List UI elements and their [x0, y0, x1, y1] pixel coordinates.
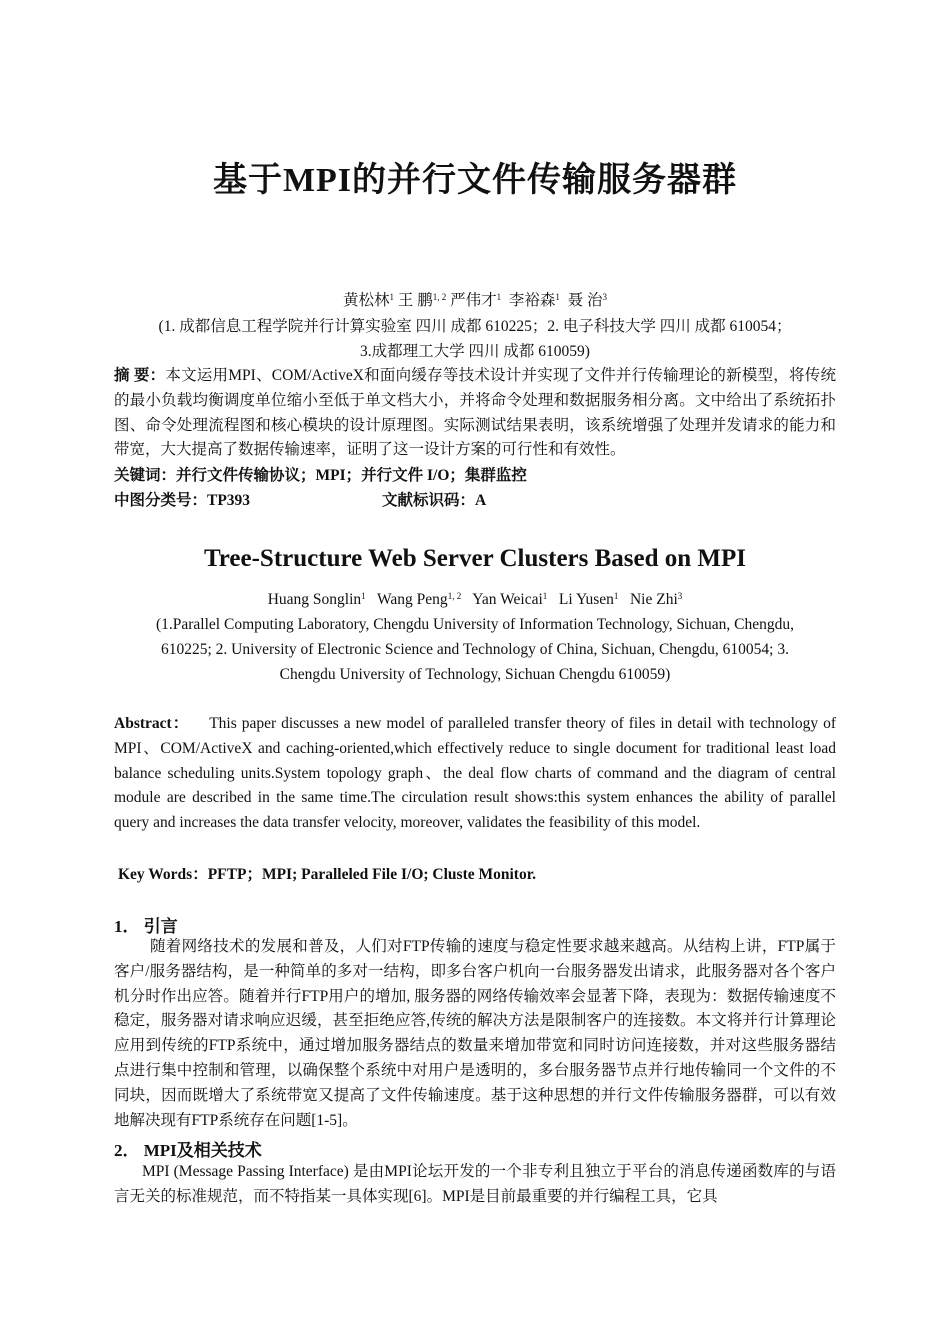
affiliation-en-line: Chengdu University of Technology, Sichuan Chengdu 610059) [279, 666, 671, 683]
classification-cn [114, 488, 836, 513]
affiliation-en-line: 610225; 2. University of Electronic Science and Technology of China, Sichuan, Chengdu, 610054; 3. [161, 641, 789, 658]
author-sup: 1, 2 [447, 591, 462, 601]
keywords-en-label: Key Words [118, 866, 193, 883]
authors-en [0, 587, 950, 612]
abstract-en-label: Abstract： [114, 715, 190, 732]
affiliation-cn-line: (1. 成都信息工程学院并行计算实验室 四川 成都 610225；2. 电子科技大学 四川 成都 610054； [158, 318, 792, 335]
affiliation-cn-line: 3.成都理工大学 四川 成都 610059) [360, 343, 590, 360]
author-cn: 黄松林 [342, 292, 390, 309]
document-code: 文献标识码：A [382, 492, 487, 509]
keywords-en [118, 862, 840, 887]
abstract-en-text: This paper discusses a new model of paralleled transfer theory of files in detail with technology of MPI、COM/ActiveX and caching-oriented,which effectively reduce to single document for traditional least load balance scheduling units.System topology graph、the deal flow charts of command and the diagram of central module are described in the same time.The circulation result shows:this system enhances the ability of parallel query and increases the data transfer velocity, moreover, validates the feasibility of this model. [114, 715, 837, 832]
author-cn: 李裕森 [508, 292, 556, 309]
author-cn: 聂 治 [567, 292, 603, 309]
author-sup: 3 [677, 591, 683, 601]
keywords-cn: 关键词：并行文件传输协议；MPI；并行文件 I/O；集群监控 [114, 467, 527, 484]
author-sup: 1, 2 [432, 292, 447, 302]
author-en: Huang Songlin [267, 591, 362, 608]
title-cn: 基于MPI的并行文件传输服务器群 [212, 162, 738, 199]
author-sup: 1 [542, 591, 548, 601]
author-en: Nie Zhi [629, 591, 678, 608]
abstract-cn [114, 364, 836, 463]
author-sup: 1 [389, 292, 394, 302]
section-body: MPI (Message Passing Interface) 是由MPI论坛开发的一个非专利且独立于平台的消息传递函数库的与语言无关的标准规范，而不特指某一具体实现[6]。MPI是目前最重要的并行编程工具，它具 [114, 1163, 836, 1205]
abstract-en [114, 712, 836, 836]
abstract-cn-text: 本文运用MPI、COM/ActiveX和面向缓存等技术设计并实现了文件并行传输理论的新模型，将传统的最小负载均衡调度单位缩小至低于单文档大小，并将命令处理和数据服务相分离。文中给出了系统拓扑图、命令处理流程图和核心模块的设计原理图。实际测试结果表明，该系统增强了处理并发请求的能力和带宽，大大提高了数据传输速率，证明了这一设计方案的可行性和有效性。 [114, 367, 836, 459]
keywords-en-text: ：PFTP；MPI; Paralleled File I/O; Cluste Monitor. [192, 866, 537, 883]
authors-cn [0, 288, 950, 313]
author-en: Wang Peng [377, 591, 448, 608]
author-sup: 1 [555, 292, 560, 302]
author-sup: 1 [361, 591, 366, 601]
author-en: Yan Weicai [472, 591, 543, 608]
title-en: Tree-Structure Web Server Clusters Based on MPI [203, 545, 747, 572]
author-cn: 王 鹏 [397, 292, 433, 309]
affiliation-en-line: (1.Parallel Computing Laboratory, Chengdu University of Information Technology, Sichuan, Chengdu, [155, 616, 795, 633]
abstract-cn-label: 摘 要： [114, 367, 166, 384]
section-heading: 2． MPI及相关技术 [114, 1141, 262, 1160]
author-sup: 1 [496, 292, 502, 302]
section-body: 随着网络技术的发展和普及，人们对FTP传输的速度与稳定性要求越来越高。从结构上讲，FTP属于客户/服务器结构，是一种简单的多对一结构，即多台客户机向一台服务器发出请求，此服务器对各个客户机分时作出应答。随着并行FTP用户的增加, 服务器的网络传输效率会显著下降，表现为：数据传输速度不稳定，服务器对请求响应迟缓，甚至拒绝应答,传统的解决方法是限制客户的连接数。本文将并行计算理论应用到传统的FTP系统中，通过增加服务器结点的数量来增加带宽和同时访问连接数，并对这些服务器结点进行集中控制和管理，以确保整个系统中对用户是透明的，多台服务器节点并行地传输同一个文件的不同块，因而既增大了系统带宽又提高了文件传输速度。基于这种思想的并行文件传输服务器群，可以有效地解决现有FTP系统存在问题[1-5]。 [114, 938, 836, 1129]
clc-number: 中图分类号：TP393 [114, 492, 251, 509]
author-sup: 1 [613, 591, 619, 601]
author-sup: 3 [602, 292, 608, 302]
author-cn: 严伟才 [450, 292, 497, 309]
author-en: Li Yusen [558, 591, 614, 608]
section-heading: 1． 引言 [114, 917, 178, 936]
